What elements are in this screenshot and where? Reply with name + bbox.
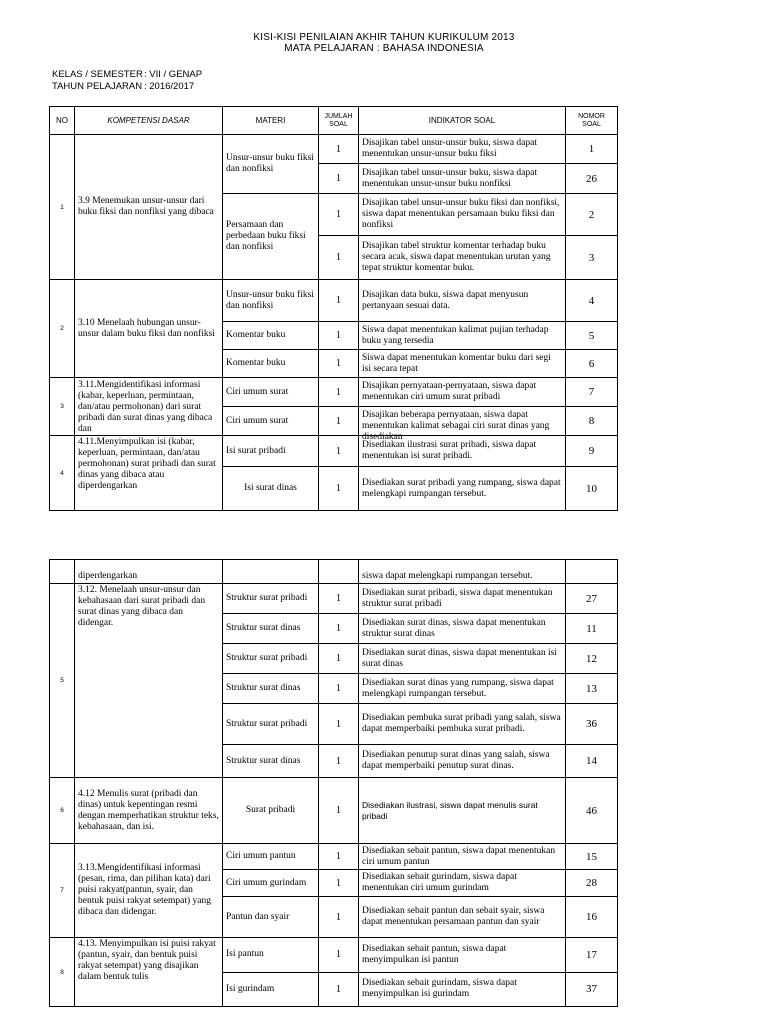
- question-count: 1: [319, 280, 359, 322]
- question-number: 12: [566, 644, 618, 674]
- competency-cell: 3.10 Menelaah hubungan unsur-unsur dalam buku fiksi dan nonfiksi: [75, 280, 223, 378]
- indicator-cell: Disediakan sebait gurindam, siswa dapat menyimpulkan isi gurindam: [359, 972, 566, 1007]
- material-cell: Isi surat dinas: [223, 467, 319, 511]
- col-header-materi: MATERI: [223, 107, 319, 135]
- question-number: 15: [566, 844, 618, 870]
- indicator-cell: Disediakan pembuka surat pribadi yang salah, siswa dapat memperbaiki pembuka surat pribadi.: [359, 704, 566, 745]
- material-cell: Struktur surat pribadi: [223, 584, 319, 614]
- indicator-cell: Disajikan tabel unsur-unsur buku fiksi dan nonfiksi, siswa dapat menentukan persamaan buku fiksi dan nonfiksi: [359, 194, 566, 236]
- competency-text: 3.11.Mengidentifikasi informasi (kabar, keperluan, permintaan, dan/atau permohonan) dari surat pribadi dan surat dinas yang dibaca dan: [78, 380, 213, 434]
- question-count: 1: [319, 897, 359, 938]
- subject-line: MATA PELAJARAN : BAHASA INDONESIA: [284, 43, 484, 54]
- question-count: 1: [319, 584, 359, 614]
- question-number: 4: [566, 280, 618, 322]
- material-cell: Komentar buku: [223, 350, 319, 378]
- group-number: 6: [50, 778, 75, 844]
- col-header-nomor: NOMOR SOAL: [566, 107, 618, 135]
- group-number: [50, 560, 75, 584]
- page-2-clip: [0, 567, 768, 1024]
- question-number: 17: [566, 938, 618, 973]
- question-count: 1: [319, 745, 359, 778]
- question-count: 1: [319, 870, 359, 897]
- competency-cell: 3.9 Menemukan unsur-unsur dari buku fiksi dan nonfiksi yang dibaca: [75, 135, 223, 280]
- question-number: 46: [566, 778, 618, 844]
- question-count: 1: [319, 322, 359, 350]
- indicator-cell: Disediakan sebait pantun, siswa dapat menyimpulkan isi pantun: [359, 938, 566, 973]
- question-count: 1: [319, 844, 359, 870]
- question-count: 1: [319, 236, 359, 280]
- material-cell: Struktur surat pribadi: [223, 704, 319, 745]
- question-count: 1: [319, 194, 359, 236]
- material-cell: Surat pribadi: [223, 778, 319, 844]
- competency-text: 4.13. Menyimpulkan isi puisi rakyat (pantun, syair, dan bentuk puisi rakyat setempat) yang disajikan dalam bentuk tulis: [78, 939, 216, 982]
- indicator-cell: Disediakan surat pribadi yang rumpang, siswa dapat melengkapi rumpangan tersebut.: [359, 467, 566, 511]
- question-count: 1: [319, 135, 359, 164]
- material-cell: Struktur surat dinas: [223, 674, 319, 704]
- page-1-clip: [0, 0, 768, 499]
- table-row: [50, 938, 618, 973]
- table-row: [50, 135, 618, 164]
- question-number: 9: [566, 436, 618, 467]
- col-header-indikator: INDIKATOR SOAL: [359, 107, 566, 135]
- indicator-cell: Disediakan ilustrasi surat pribadi, siswa dapat menentukan isi surat pribadi.: [359, 436, 566, 467]
- indicator-cell: Disediakan surat dinas yang rumpang, siswa dapat melengkapi rumpangan tersebut.: [359, 674, 566, 704]
- indicator-cell: Disajikan tabel struktur komentar terhadap buku secara acak, siswa dapat menentukan urutan yang tepat struktur komentar buku.: [359, 236, 566, 280]
- material-cell: Struktur surat dinas: [223, 745, 319, 778]
- table-row: [50, 560, 618, 584]
- indicator-cell: Disediakan surat dinas, siswa dapat menentukan struktur surat dinas: [359, 614, 566, 644]
- material-cell: Isi gurindam: [223, 972, 319, 1007]
- indicator-cell: Disediakan ilustrasi, siswa dapat menulis surat pribadi: [359, 778, 566, 844]
- material-cell: Isi pantun: [223, 938, 319, 973]
- kisi-kisi-table-page-2: [49, 559, 618, 1007]
- material-cell: Unsur-unsur buku fiksi dan nonfiksi: [223, 280, 319, 322]
- question-number: [566, 560, 618, 584]
- indicator-cell: Disajikan data buku, siswa dapat menyusun pertanyaan sesuai data.: [359, 280, 566, 322]
- material-cell: Ciri umum gurindam: [223, 870, 319, 897]
- group-number: 8: [50, 938, 75, 1007]
- table-row: [50, 778, 618, 844]
- question-number: 2: [566, 194, 618, 236]
- material-cell: Pantun dan syair: [223, 897, 319, 938]
- indicator-text: Disajikan beberapa pernyataan, siswa dapat menentukan kalimat sebagai ciri surat dinas yang disediakan: [362, 410, 550, 442]
- material-cell: Komentar buku: [223, 322, 319, 350]
- school-year-label: TAHUN PELAJARAN: [52, 81, 143, 92]
- competency-cell: 3.12. Menelaah unsur-unsur dan kebahasaan dari surat pribadi dan surat dinas yang dibaca dan didengar.: [75, 584, 223, 778]
- material-cell: Unsur-unsur buku fiksi dan nonfiksi: [223, 135, 319, 194]
- competency-cell: [75, 938, 223, 1007]
- competency-cell: 3.13.Mengidentifikasi informasi (pesan, rima, dan pilihan kata) dari puisi rakyat(pantun, syair, dan bentuk puisi rakyat setempat) yang dibaca dan didengar.: [75, 844, 223, 938]
- question-count: 1: [319, 674, 359, 704]
- question-count: 1: [319, 467, 359, 511]
- col-header-jumlah: JUMLAH SOAL: [319, 107, 359, 135]
- material-cell: Struktur surat pribadi: [223, 644, 319, 674]
- question-count: 1: [319, 704, 359, 745]
- question-count: 1: [319, 614, 359, 644]
- question-number: 28: [566, 870, 618, 897]
- indicator-cell: Disajikan pernyataan-pernyataan, siswa dapat menentukan ciri umum surat pribadi: [359, 378, 566, 407]
- indicator-cell: Siswa dapat menentukan kalimat pujian terhadap buku yang tersedia: [359, 322, 566, 350]
- question-number: 13: [566, 674, 618, 704]
- col-header-kd: KOMPETENSI DASAR: [75, 107, 223, 135]
- col-header-no: NO: [50, 107, 75, 135]
- indicator-cell: Disediakan surat dinas, siswa dapat menentukan isi surat dinas: [359, 644, 566, 674]
- table-row: [50, 844, 618, 870]
- question-number: 14: [566, 745, 618, 778]
- question-number: 1: [566, 135, 618, 164]
- group-number: 4: [50, 436, 75, 511]
- question-count: 1: [319, 972, 359, 1007]
- question-number: 6: [566, 350, 618, 378]
- indicator-cell: [359, 407, 566, 442]
- question-number: 10: [566, 467, 618, 511]
- question-count: 1: [319, 350, 359, 378]
- question-count: 1: [319, 778, 359, 844]
- question-number: 37: [566, 972, 618, 1007]
- question-count: 1: [319, 436, 359, 467]
- question-number: 27: [566, 584, 618, 614]
- school-year-value: : 2016/2017: [144, 81, 195, 92]
- question-number: 11: [566, 614, 618, 644]
- group-number: 1: [50, 135, 75, 280]
- question-number: 16: [566, 897, 618, 938]
- material-cell: Ciri umum pantun: [223, 844, 319, 870]
- question-count: 1: [319, 938, 359, 973]
- indicator-cell: Disediakan sebait pantun, siswa dapat menentukan ciri umum pantun: [359, 844, 566, 870]
- class-semester-value: : VII / GENAP: [144, 69, 203, 80]
- indicator-cell: Siswa dapat menentukan komentar buku dari segi isi secara tepat: [359, 350, 566, 378]
- indicator-cell: siswa dapat melengkapi rumpangan tersebut.: [359, 560, 566, 584]
- material-cell: Ciri umum surat: [223, 378, 319, 407]
- question-count: [319, 560, 359, 584]
- group-number: 5: [50, 584, 75, 778]
- group-number: 3: [50, 378, 75, 436]
- indicator-cell: Disajikan tabel unsur-unsur buku, siswa dapat menentukan unsur-unsur buku fiksi: [359, 135, 566, 164]
- material-cell: [223, 560, 319, 584]
- competency-cell: 4.11.Menyimpulkan isi (kabar, keperluan, permintaan, dan/atau permohonan) surat pribadi dan surat dinas yang dibaca atau diperdengarkan: [75, 436, 223, 511]
- table-row: [50, 280, 618, 322]
- competency-cell: diperdengarkan: [75, 560, 223, 584]
- question-number: 5: [566, 322, 618, 350]
- indicator-cell: Disediakan penutup surat dinas yang salah, siswa dapat memperbaiki penutup surat dinas.: [359, 745, 566, 778]
- indicator-cell: Disediakan sebait gurindam, siswa dapat menentukan ciri umum gurindam: [359, 870, 566, 897]
- table-header-row: [50, 107, 618, 135]
- question-number: 3: [566, 236, 618, 280]
- indicator-cell: Disediakan surat pribadi, siswa dapat menentukan struktur surat pribadi: [359, 584, 566, 614]
- question-number: 8: [566, 407, 618, 436]
- question-number: 7: [566, 378, 618, 407]
- group-number: 2: [50, 280, 75, 378]
- question-count: 1: [319, 644, 359, 674]
- material-cell: Isi surat pribadi: [223, 436, 319, 467]
- class-semester-label: KELAS / SEMESTER: [52, 69, 143, 80]
- indicator-cell: Disajikan tabel unsur-unsur buku, siswa dapat menentukan unsur-unsur buku nonfiksi: [359, 164, 566, 194]
- competency-cell: [75, 378, 223, 436]
- material-cell: Persamaan dan perbedaan buku fiksi dan nonfiksi: [223, 194, 319, 280]
- kisi-kisi-table-page-1: [49, 106, 618, 511]
- indicator-cell: Disediakan sebait pantun dan sebait syair, siswa dapat menentukan persamaan pantun dan syair: [359, 897, 566, 938]
- table-row: [50, 436, 618, 467]
- material-cell: Struktur surat dinas: [223, 614, 319, 644]
- question-count: 1: [319, 378, 359, 407]
- material-cell: Ciri umum surat: [223, 407, 319, 436]
- question-number: 26: [566, 164, 618, 194]
- competency-cell: 4.12 Menulis surat (pribadi dan dinas) untuk kepentingan resmi dengan memperhatikan struktur teks, kebahasaan, dan isi.: [75, 778, 223, 844]
- document-title: KISI-KISI PENILAIAN AKHIR TAHUN KURIKULUM 2013: [253, 32, 515, 43]
- question-count: 1: [319, 407, 359, 436]
- table-row: [50, 584, 618, 614]
- question-count: 1: [319, 164, 359, 194]
- table-row: [50, 378, 618, 407]
- group-number: 7: [50, 844, 75, 938]
- question-number: 36: [566, 704, 618, 745]
